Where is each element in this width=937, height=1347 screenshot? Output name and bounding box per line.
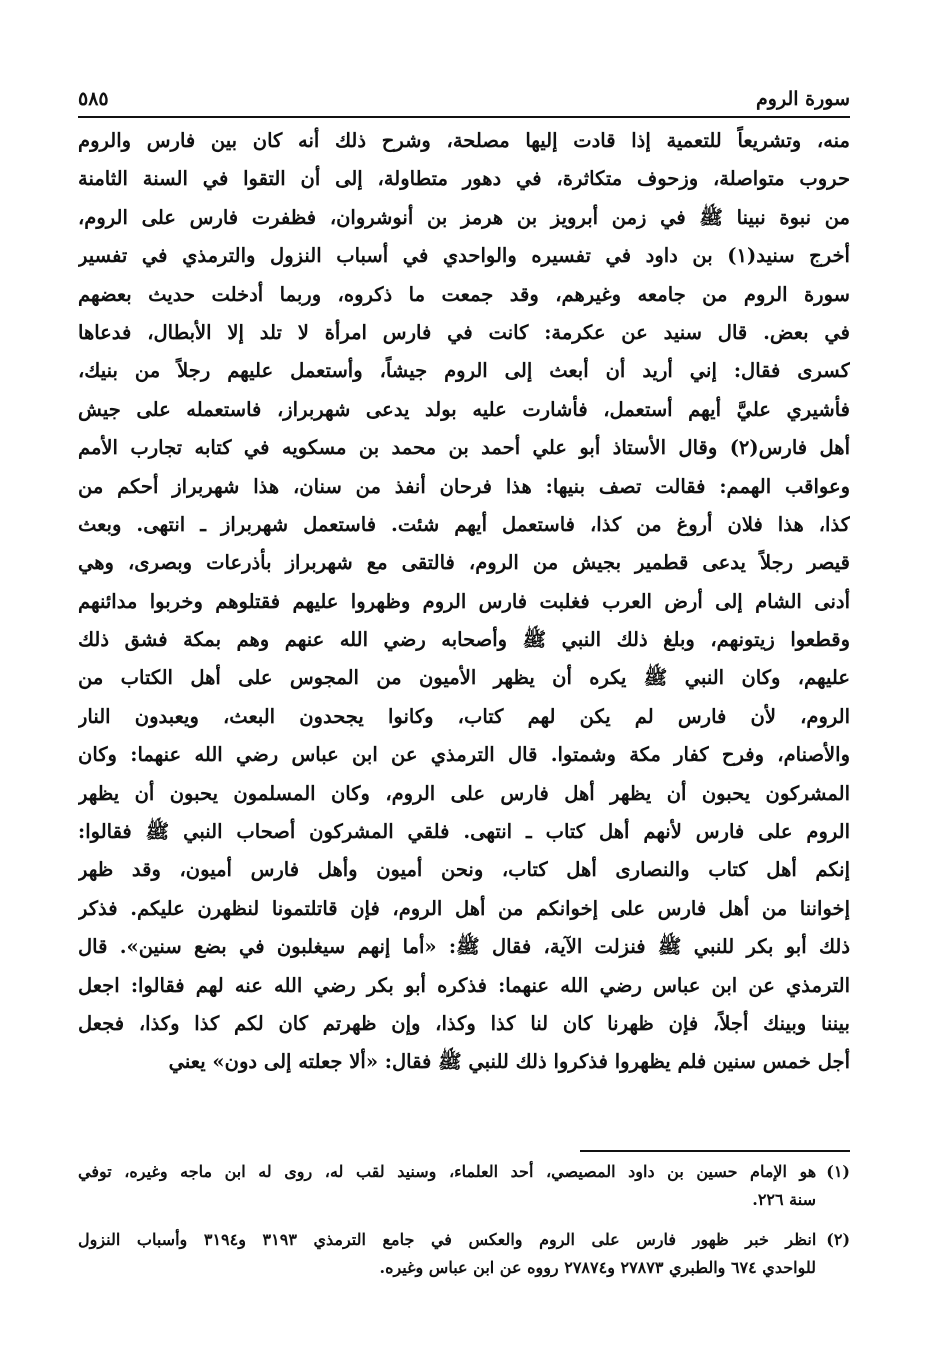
footnote-2 — [78, 1226, 850, 1282]
footnote-text: انظر خبر ظهور فارس على الروم والعكس في جامع الترمذي ٣١٩٣ و٣١٩٤ وأسباب النزول — [78, 1230, 817, 1249]
page-number: ٥٨٥ — [78, 88, 109, 110]
text-line: فأشيري عليَّ أيهم أستعمل، فأشارت عليه بولد يدعى شهربراز، فاستعمله على جيش — [78, 397, 850, 421]
main-text — [78, 122, 850, 1082]
text-line: إنكم أهل كتاب والنصارى أهل كتاب، ونحن أميون وأهل فارس أميون، وقد ظهر — [78, 858, 850, 882]
footnotes — [78, 1158, 850, 1294]
footnote-line — [78, 1186, 850, 1214]
text-line: قيصر رجلاً يدعى قطمير بجيش من الروم، فالتقى مع شهربراز بأذرعات وبصرى، وهي — [78, 551, 850, 575]
text-line: الترمذي عن ابن عباس رضي الله عنهما: فذكره أبو بكر رضي الله عنه لهم فقالوا: اجعل — [78, 973, 850, 997]
text-line: كسرى فقال: إني أريد أن أبعث إلى الروم جيشاً، وأستعمل عليهم رجلاً من بنيك، — [78, 359, 850, 383]
footnote-separator — [580, 1150, 850, 1152]
text-line: أدنى الشام إلى أرض العرب فغلبت فارس الروم وظهروا عليهم فقتلوهم وخربوا مدائنهم — [78, 589, 850, 613]
footnote-text: هو الإمام حسين بن داود المصيصي، أحد العلماء، وسنيد لقب له، روى له ابن ماجه وغيره، توفي — [78, 1162, 817, 1181]
text-line: عليهم، وكان النبي ﷺ يكره أن يظهر الأميون من المجوس على أهل الكتاب من — [78, 666, 850, 690]
book-page — [78, 78, 850, 1318]
text-line: ذلك أبو بكر للنبي ﷺ فنزلت الآية، فقال ﷺ: «أما إنهم سيغلبون في بضع سنين». قال — [78, 935, 850, 959]
text-line: أهل فارس(٢) وقال الأستاذ أبو علي أحمد بن محمد بن مسكويه في كتابه تجارب الأمم — [78, 436, 850, 460]
text-line: منه، وتشريعاً للتعمية إذا قادت إليها مصلحة، وشرح ذلك أنه كان بين فارس والروم — [78, 129, 850, 152]
text-line: أخرج سنيد(١) بن داود في تفسيره والواحدي في أسباب النزول والترمذي في تفسير — [78, 244, 850, 268]
footnote-number: (٢) — [826, 1230, 850, 1249]
text-line: بيننا وبينك أجلاً، فإن ظهرنا كان لنا كذا وكذا، وإن ظهرتم كان لكم كذا وكذا، فجعل — [78, 1011, 850, 1035]
text-line: إخواننا من أهل فارس على إخوانكم من أهل الروم، فإن قاتلتمونا لنظهرن عليكم. فذكر — [78, 896, 850, 920]
text-line: حروب متواصلة، وزحوف متكاثرة، في دهور متطاولة، إلى أن التقوا في السنة الثامنة — [78, 167, 850, 191]
page-header — [78, 78, 850, 118]
running-title: سورة الروم — [756, 88, 850, 110]
footnote-line — [78, 1158, 850, 1186]
footnote-line — [78, 1226, 850, 1254]
text-line: من نبوة نبينا ﷺ في زمن أبرويز بن هرمز بن أنوشروان، فظفرت فارس على الروم، — [78, 205, 850, 229]
footnote-number: (١) — [826, 1162, 850, 1181]
footnote-text: سنة ٢٢٦. — [752, 1190, 816, 1209]
text-line: الروم، لأن فارس لم يكن لهم كتاب، وكانوا يجحدون البعث، ويعبدون النار — [78, 704, 850, 728]
text-line: وقطعوا زيتونهم، وبلغ ذلك النبي ﷺ وأصحابه رضي الله عنهم وهم بمكة فشق ذلك — [78, 628, 850, 652]
text-line: الروم على فارس لأنهم أهل كتاب ـ انتهى. فلقي المشركون أصحاب النبي ﷺ فقالوا: — [78, 820, 850, 844]
text-line: كذا، هذا فلان أروغ من كذا، فاستعمل أيهم شئت. فاستعمل شهربراز ـ انتهى. وبعث — [78, 512, 850, 536]
text-line: والأصنام، وفرح كفار مكة وشمتوا. قال الترمذي عن ابن عباس رضي الله عنهما: وكان — [78, 743, 850, 767]
footnote-text: للواحدي ٦٧٤ والطبري ٢٧٨٧٣ و٢٧٨٧٤ رووه عن ابن عباس وغيره. — [379, 1258, 816, 1277]
text-line: وعواقب الهمم: فقالت تصف بنيها: هذا فرحان أنفذ من سنان، هذا شهربراز أحكم من — [78, 474, 850, 498]
text-line: سورة الروم من جامعه وغيرهم، وقد جمعت ما ذكروه، وربما أدخلت حديث بعضهم — [78, 282, 850, 306]
text-line: المشركون يحبون أن يظهر أهل فارس على الروم، وكان المسلمون يحبون أن يظهر — [78, 781, 850, 805]
footnote-1 — [78, 1158, 850, 1214]
text-line: أجل خمس سنين فلم يظهروا فذكروا ذلك للنبي ﷺ فقال: «ألا جعلته إلى دون» يعني — [168, 1050, 850, 1074]
footnote-line — [78, 1254, 850, 1282]
text-line: في بعض. قال سنيد عن عكرمة: كانت في فارس امرأة لا تلد إلا الأبطال، فدعاها — [78, 320, 850, 344]
